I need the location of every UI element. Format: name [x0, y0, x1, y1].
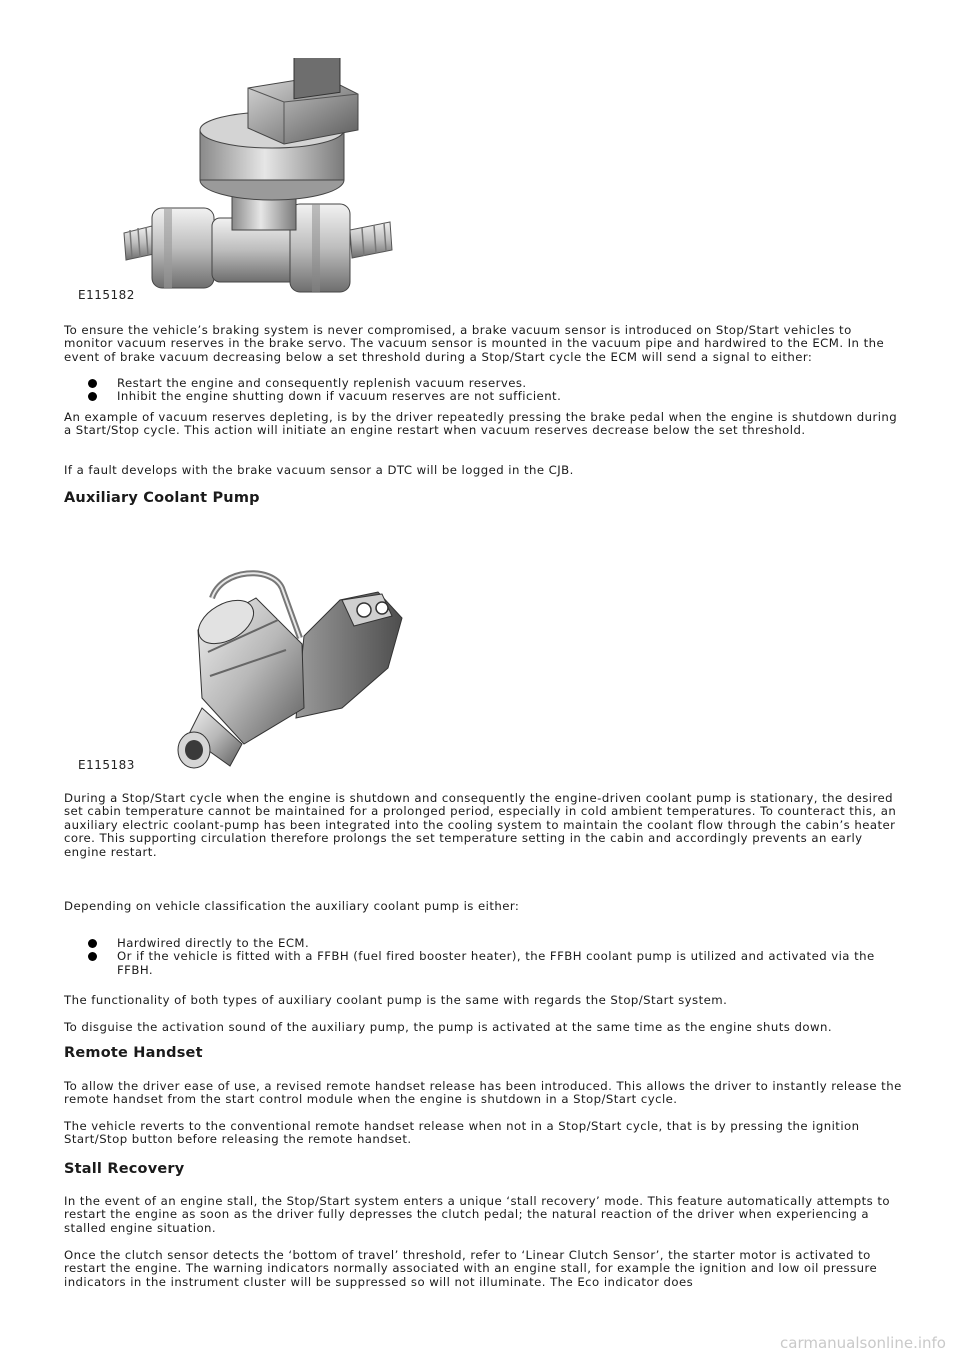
bullet-icon — [88, 952, 97, 961]
bullet-list — [88, 937, 904, 977]
section-heading: Remote Handset — [64, 1045, 203, 1061]
bullet-list — [88, 377, 904, 404]
watermark: carmanualsonline.info — [780, 1334, 946, 1352]
vacuum-sensor-illustration — [72, 58, 460, 308]
list-item: Inhibit the engine shutting down if vacuum reserves are not sufficient. — [88, 390, 904, 403]
paragraph: Depending on vehicle classification the auxiliary coolant pump is either: — [64, 899, 520, 913]
bullet-icon — [88, 379, 97, 388]
list-item: Or if the vehicle is fitted with a FFBH (fuel fired booster heater), the FFBH coolant pump is utilized and activated via the FFBH. — [88, 950, 904, 977]
paragraph: Once the clutch sensor detects the ‘bottom of travel’ threshold, refer to ‘Linear Clutch Sensor’, the starter motor is activated to restart the engine. The warning indicators normally associated with an engine stall, for example the ignition and low oil pressure indicators in the instrument cluster will be suppressed so will not illuminate. The Eco indicator does — [64, 1248, 878, 1289]
paragraph: The vehicle reverts to the conventional remote handset release when not in a Stop/Start cycle, that is by pressing the ignition Start/Stop button before releasing the remote handset. — [64, 1119, 860, 1147]
paragraph: During a Stop/Start cycle when the engine is shutdown and consequently the engine-driven coolant pump is stationary, the desired set cabin temperature cannot be maintained for a prolonged period, especially in cold ambient temperatures. To counteract this, an auxiliary electric coolant-pump has been integrated into the cooling system to maintain the coolant flow through the cabin’s heater core. This supporting circulation therefore prolongs the set temperature setting in the cabin and accordingly prevents an early engine restart. — [64, 791, 897, 859]
figure-coolant-pump — [72, 558, 460, 776]
paragraph: If a fault develops with the brake vacuum sensor a DTC will be logged in the CJB. — [64, 463, 574, 477]
section-heading: Stall Recovery — [64, 1161, 185, 1177]
paragraph: To ensure the vehicle’s braking system is never compromised, a brake vacuum sensor is introduced on Stop/Start vehicles to monitor vacuum reserves in the brake servo. The vacuum sensor is mounted in the vacuum pipe and hardwired to the ECM. In the event of brake vacuum decreasing below a set threshold during a Stop/Start cycle the ECM will send a signal to either: — [64, 323, 885, 364]
figure-label: E115182 — [78, 288, 135, 302]
figure-vacuum-sensor — [72, 58, 460, 308]
bullet-icon — [88, 939, 97, 948]
paragraph: The functionality of both types of auxiliary coolant pump is the same with regards the Stop/Start system. — [64, 993, 728, 1007]
paragraph: To disguise the activation sound of the auxiliary pump, the pump is activated at the same time as the engine shuts down. — [64, 1020, 832, 1034]
bullet-icon — [88, 392, 97, 401]
list-item: Restart the engine and consequently replenish vacuum reserves. — [88, 377, 904, 390]
figure-label: E115183 — [78, 758, 135, 772]
paragraph: To allow the driver ease of use, a revised remote handset release has been introduced. This allows the driver to instantly release the remote handset from the start control module when the engine is shutdown in a Stop/Start cycle. — [64, 1079, 902, 1107]
list-item: Hardwired directly to the ECM. — [88, 937, 904, 950]
section-heading: Auxiliary Coolant Pump — [64, 490, 260, 506]
coolant-pump-illustration — [72, 558, 460, 776]
paragraph: In the event of an engine stall, the Stop/Start system enters a unique ‘stall recovery’ mode. This feature automatically attempts to restart the engine as soon as the driver fully depresses the clutch pedal; the natural reaction of the driver when experiencing a stalled engine situation. — [64, 1194, 891, 1235]
paragraph: An example of vacuum reserves depleting, is by the driver repeatedly pressing the brake pedal when the engine is shutdown during a Start/Stop cycle. This action will initiate an engine restart when vacuum reserves decrease below the set threshold. — [64, 410, 898, 438]
